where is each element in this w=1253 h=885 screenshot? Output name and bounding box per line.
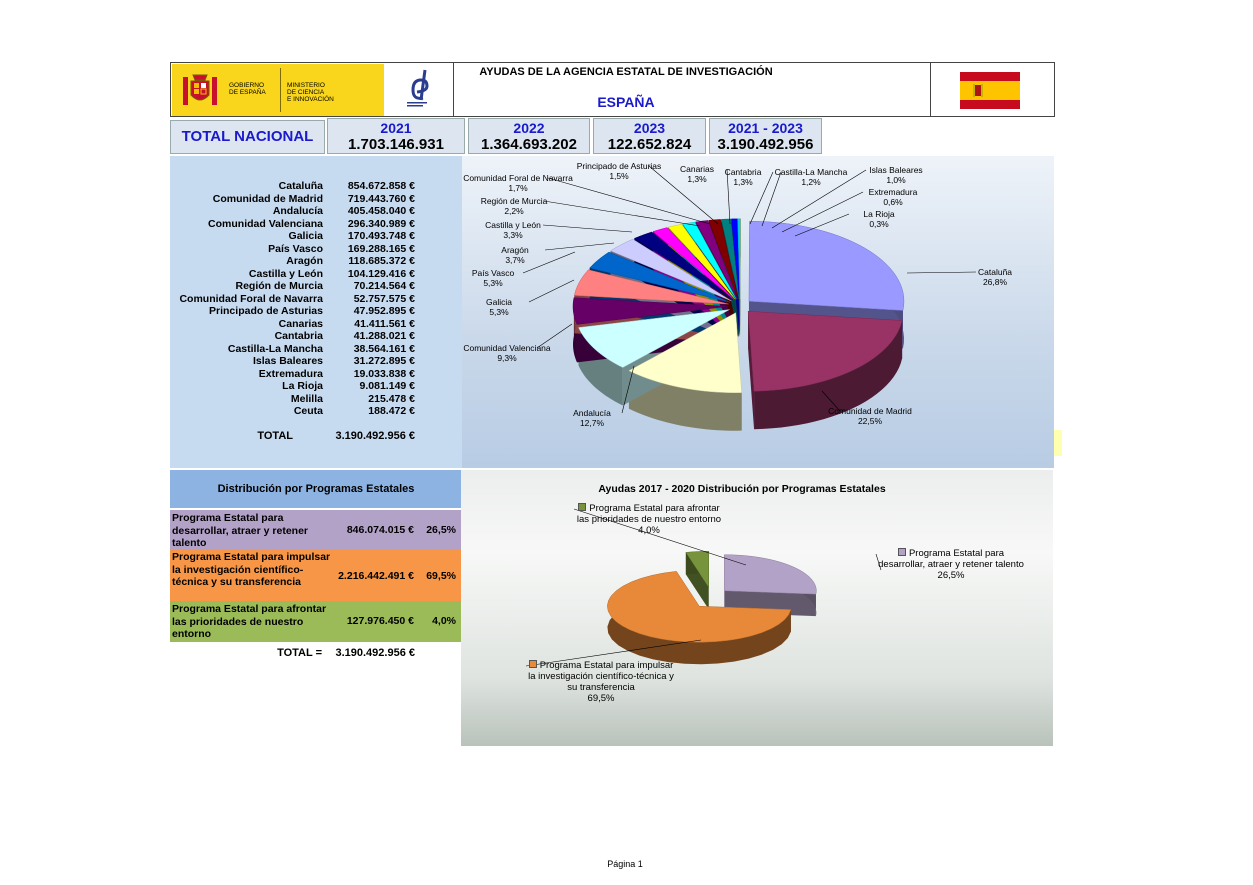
region-row (170, 305, 462, 318)
region-name: Comunidad de Madrid (212, 192, 323, 205)
gov-line2: DE ESPAÑA (229, 89, 266, 96)
region-amount: 188.472 € (368, 405, 415, 417)
region-pie-label: Castilla y León 3,3% (485, 220, 541, 240)
region-name: Cantabria (274, 330, 323, 342)
year-box-2022 (468, 118, 590, 154)
program-pie-chart (461, 470, 1053, 746)
year-box-2023 (593, 118, 706, 154)
logo-block (170, 62, 454, 117)
region-pie-label: La Rioja 0,3% (863, 209, 895, 229)
flag-block (930, 62, 1055, 117)
gov-line1: GOBIERNO (229, 82, 265, 89)
region-name: Región de Murcia (235, 280, 323, 292)
region-name: Comunidad Valenciana (208, 217, 323, 230)
year-value: 1.703.146.931 (348, 136, 444, 153)
program-row (170, 510, 462, 549)
program-chart-title: Ayudas 2017 - 2020 Distribución por Programas Estatales (598, 483, 886, 495)
region-name: Aragón (286, 255, 323, 267)
title-block (453, 62, 931, 117)
legend-swatch (529, 660, 537, 668)
region-amount: 41.288.021 € (353, 330, 415, 342)
region-pie-label: Islas Baleares 1,0% (869, 165, 923, 185)
region-row (170, 355, 462, 368)
region-table (170, 156, 462, 468)
region-pie-label: Extremadura 0,6% (868, 187, 918, 207)
year-label: 2022 (513, 120, 545, 136)
region-amount: 118.685.372 € (348, 255, 415, 267)
region-row (170, 205, 462, 218)
region-row (170, 255, 462, 268)
region-pie-label: País Vasco 5,3% (471, 268, 515, 288)
region-pie-label: Aragón 3,7% (501, 245, 529, 265)
region-name: Comunidad Foral de Navarra (179, 292, 323, 305)
program-pie-slice (724, 555, 816, 594)
year-value: 122.652.824 (607, 136, 692, 153)
year-value: 1.364.693.202 (481, 136, 577, 153)
region-pie-label: Principado de Asturias 1,5% (576, 161, 662, 181)
region-amount: 104.129.416 € (347, 267, 415, 280)
region-pie-leader (907, 272, 976, 273)
region-name: Extremadura (258, 367, 323, 380)
region-amount: 169.288.165 € (347, 242, 415, 255)
year-value: 3.190.492.956 (717, 136, 814, 153)
region-title: ESPAÑA (597, 94, 655, 110)
region-amount: 719.443.760 € (347, 192, 415, 205)
program-name: Programa Estatal para impulsar la investigación científico-técnica y su transferencia (172, 551, 331, 588)
region-pie-label: Comunidad de Madrid 22,5% (828, 406, 912, 426)
region-name: Ceuta (293, 405, 323, 417)
region-row (170, 330, 462, 343)
region-row (170, 280, 462, 293)
region-pie-label: Comunidad Valenciana 9,3% (463, 343, 551, 363)
program-amount: 846.074.015 € (346, 524, 414, 536)
region-amount: 31.272.895 € (353, 355, 415, 367)
region-row (170, 230, 462, 243)
region-pie-label: Cataluña 26,8% (978, 267, 1013, 287)
program-name: Programa Estatal para desarrollar, atraer y retener talento (172, 512, 308, 549)
programs-heading: Distribución por Programas Estatales (170, 470, 462, 508)
region-name: La Rioja (282, 380, 323, 392)
year-box-2021 (327, 118, 465, 154)
program-row (170, 601, 462, 642)
year-label: 2021 (380, 120, 412, 136)
min-line3: E INNOVACIÓN (287, 96, 334, 103)
min-line1: MINISTERIO (287, 82, 325, 89)
min-line2: DE CIENCIA (287, 89, 325, 96)
region-name: Galicia (288, 230, 323, 242)
program-amount: 127.976.450 € (346, 615, 414, 627)
region-amount: 854.672.858 € (347, 180, 415, 192)
region-row (170, 405, 462, 418)
agency-logo-icon (403, 68, 433, 110)
program-pie-label: Programa Estatal para afrontar las prioridades de nuestro entorno 4,0% (576, 503, 722, 536)
regions-total-label: TOTAL (257, 430, 293, 442)
region-name: Canarias (278, 317, 323, 330)
program-pie-label: Programa Estatal para desarrollar, atraer y retener talento 26,5% (878, 548, 1024, 581)
region-name: País Vasco (268, 242, 323, 255)
region-row (170, 218, 462, 231)
region-amount: 170.493.748 € (347, 230, 415, 242)
region-amount: 47.952.895 € (353, 305, 415, 317)
programs-total-amount: 3.190.492.956 € (335, 647, 415, 659)
government-logo-panel (172, 64, 384, 116)
region-row (170, 268, 462, 281)
region-name: Islas Baleares (252, 355, 323, 367)
region-pie-label: Región de Murcia 2,2% (480, 196, 548, 216)
region-amount: 296.340.989 € (347, 217, 415, 230)
program-row (170, 549, 462, 601)
program-pct: 26,5% (426, 524, 456, 536)
regions-total-amount: 3.190.492.956 € (335, 430, 415, 442)
page-number: Página 1 (607, 859, 643, 869)
region-amount: 52.757.575 € (353, 292, 415, 305)
region-amount: 405.458.040 € (347, 205, 415, 217)
legend-swatch (898, 548, 906, 556)
region-name: Principado de Asturias (209, 305, 323, 317)
region-pie-label: Canarias 1,3% (679, 164, 715, 184)
region-row (170, 293, 462, 306)
region-row (170, 343, 462, 356)
region-amount: 41.411.561 € (354, 317, 415, 330)
region-pie-label: Galicia 5,3% (486, 297, 512, 317)
region-row (170, 368, 462, 381)
region-amount: 9.081.149 € (359, 380, 415, 392)
year-label: 2023 (633, 120, 666, 136)
region-amount: 215.478 € (368, 392, 415, 405)
program-pie-label: Programa Estatal para impulsar la investigación científico-técnica y su transferencia 69,5% (528, 660, 674, 704)
year-box-2021-2023 (709, 118, 822, 154)
coat-of-arms-icon (180, 71, 220, 111)
region-name: Castilla y León (248, 267, 323, 280)
region-pie-label: Castilla-La Mancha 1,2% (774, 167, 848, 187)
region-row (170, 380, 462, 393)
region-pie-label: Andalucía 12,7% (573, 408, 611, 428)
legend-swatch (578, 503, 586, 511)
region-pie-label: Cantabria 1,3% (724, 167, 762, 187)
total-nacional-label: TOTAL NACIONAL (170, 120, 325, 154)
region-name: Andalucía (272, 205, 323, 217)
region-row (170, 243, 462, 256)
year-label: 2021 - 2023 (728, 120, 803, 136)
program-pct: 4,0% (432, 615, 456, 627)
region-pie-slice (749, 221, 904, 310)
region-name: Cataluña (278, 180, 323, 192)
program-pie-panel (461, 470, 1053, 746)
region-amount: 70.214.564 € (353, 280, 415, 292)
region-row (170, 318, 462, 331)
region-pie-label: Comunidad Foral de Navarra 1,7% (463, 173, 573, 193)
region-pie-panel (462, 156, 1054, 468)
region-row (170, 393, 462, 406)
region-row (170, 193, 462, 206)
region-name: Castilla-La Mancha (227, 342, 323, 355)
region-name: Melilla (290, 392, 323, 405)
region-amount: 38.564.161 € (353, 342, 415, 355)
region-row (170, 180, 462, 193)
region-amount: 19.033.838 € (353, 367, 415, 380)
program-pct: 69,5% (426, 570, 456, 582)
program-amount: 2.216.442.491 € (338, 570, 414, 582)
programs-total-label: TOTAL = (277, 647, 322, 659)
program-name: Programa Estatal para afrontar las prioridades de nuestro entorno (172, 603, 327, 640)
spain-flag-icon (960, 72, 1020, 109)
page-title: AYUDAS DE LA AGENCIA ESTATAL DE INVESTIGACIÓN (479, 66, 773, 78)
